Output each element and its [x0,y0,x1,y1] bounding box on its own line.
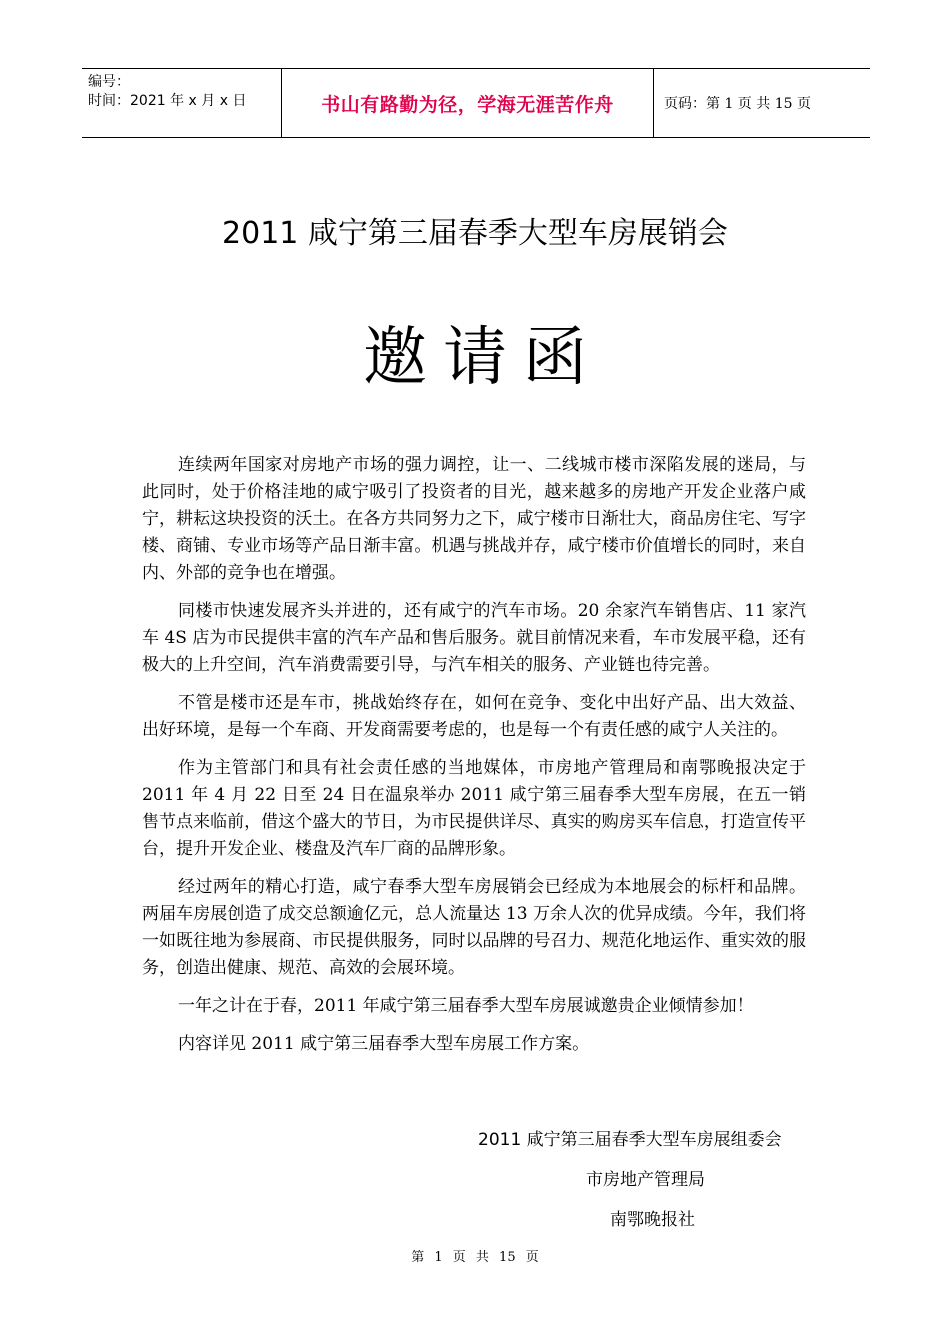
paragraph: 一年之计在于春，2011 年咸宁第三届春季大型车房展诚邀贵企业倾情参加！ [178,996,754,1016]
paragraph: 不管是楼市还是车市，挑战始终存在，如何在竞争、变化中出好产品、出大效益、出好环境，是每一个车商、开发商需要考虑的，也是每一个有责任感的咸宁人关注的。 [142,693,806,740]
signoff-newspaper: 南鄂晚报社 [610,1210,695,1230]
paragraph: 连续两年国家对房地产市场的强力调控，让一、二线城市楼市深陷发展的迷局，与此同时，处于价格洼地的咸宁吸引了投资者的目光，越来越多的房地产开发企业落户咸宁，耕耘这块投资的沃土。在各方共同努力之下，咸宁楼市日渐壮大，商品房住宅、写字楼、商铺、专业市场等产品日渐丰富。机遇与挑战并存，咸宁楼市价值增长的同时，来自内、外部的竞争也在增强。 [142,455,806,583]
header-motto: 书山有路勤为径，学海无涯苦作舟 [282,69,654,137]
letter-body [142,452,806,1069]
header-meta [82,69,282,137]
page-footer: 第 1 页 共 15 页 [411,1250,539,1265]
signoff-block [440,1120,890,1240]
signoff-committee: 2011 咸宁第三届春季大型车房展组委会 [478,1130,782,1150]
header-page-info: 页码：第 1 页 共 15 页 [664,96,811,112]
paragraph: 同楼市快速发展齐头并进的，还有咸宁的汽车市场。20 余家汽车销售店、11 家汽车 4S 店为市民提供丰富的汽车产品和售后服务。就目前情况来看，车市发展平稳，还有极大的上升空间，汽车消费需要引导，与汽车相关的服务、产业链也待完善。 [142,601,806,675]
document-title: 2011 咸宁第三届春季大型车房展销会 [222,216,728,251]
invitation-heading: 邀请函 [363,321,603,395]
paragraph: 作为主管部门和具有社会责任感的当地媒体，市房地产管理局和南鄂晚报决定于 2011 年 4 月 22 日至 24 日在温泉举办 2011 咸宁第三届春季大型车房展，在五一销售节点来临前，借这个盛大的节日，为市民提供详尽、真实的购房买车信息，打造宣传平台，提升开发企业、楼盘及汽车厂商的品牌形象。 [142,758,806,859]
paragraph: 内容详见 2011 咸宁第三届春季大型车房展工作方案。 [178,1034,590,1054]
serial-label: 编号： [88,74,130,90]
paragraph: 经过两年的精心打造，咸宁春季大型车房展销会已经成为本地展会的标杆和品牌。两届车房展创造了成交总额逾亿元，总人流量达 13 万余人次的优异成绩。今年，我们将一如既往地为参展商、市民提供服务，同时以品牌的号召力、规范化地运作、重实效的服务，创造出健康、规范、高效的会展环境。 [142,877,806,978]
signoff-bureau: 市房地产管理局 [586,1170,705,1190]
document-header [82,68,870,138]
date-label: 时间：2021 年 x 月 x 日 [88,93,247,109]
